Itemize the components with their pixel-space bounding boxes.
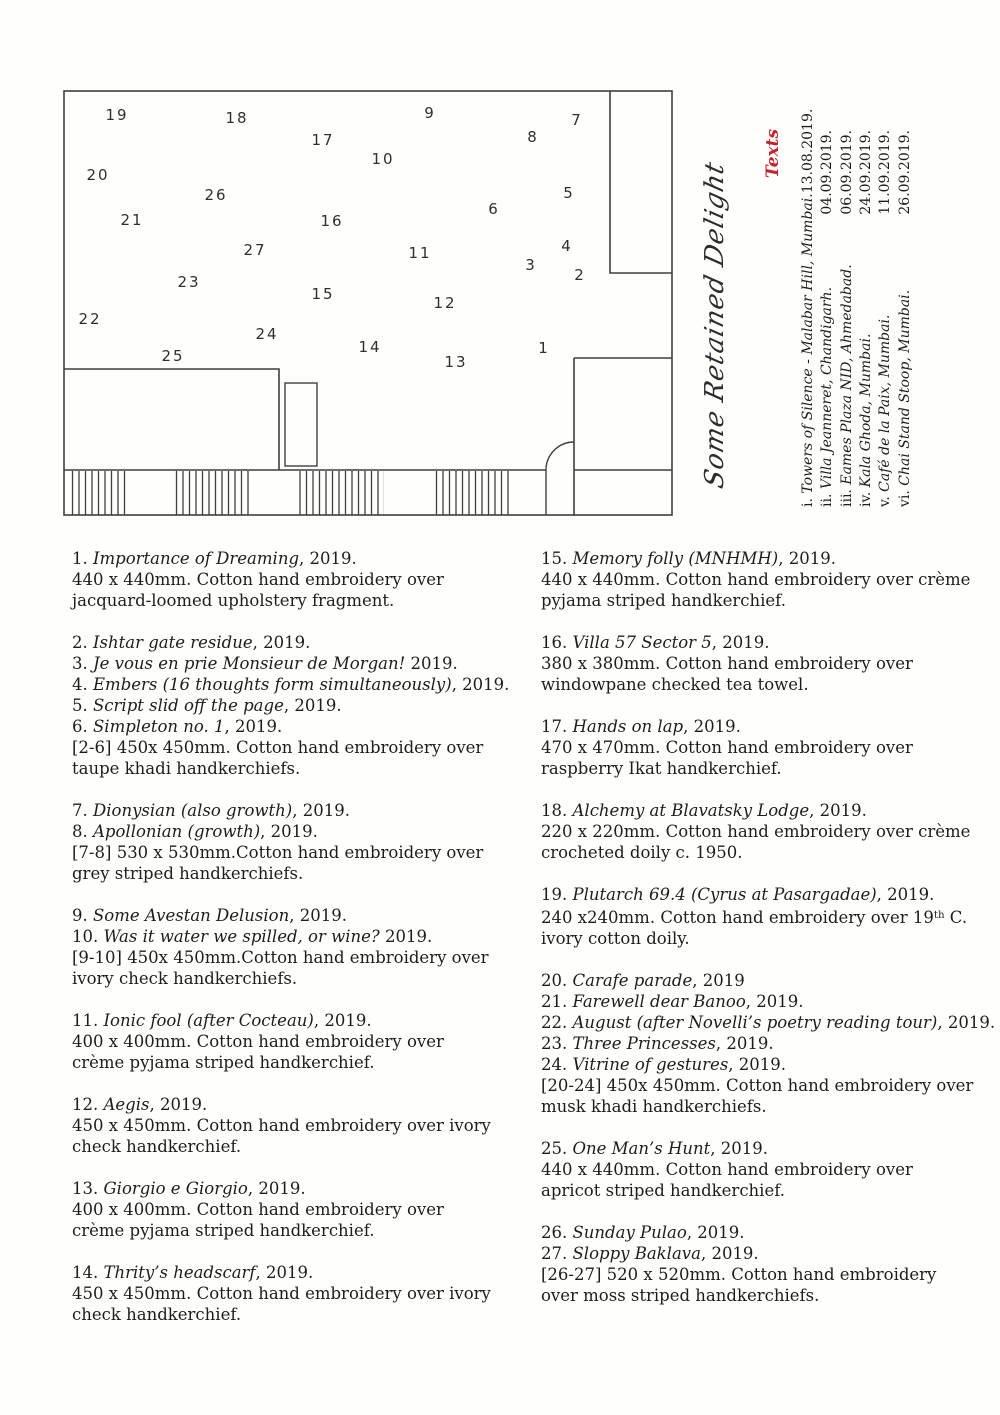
plan-marker-24: 24: [255, 325, 279, 343]
visit-place: vi. Chai Stand Stoop, Mumbai.: [896, 289, 913, 507]
plan-marker-5: 5: [563, 184, 575, 202]
catalog-line: 470 x 470mm. Cotton hand embroidery over: [541, 738, 913, 757]
catalog-line: 240 x240mm. Cotton hand embroidery over 19th C.: [541, 908, 968, 928]
catalog-entry: [541, 1138, 996, 1201]
catalog-line: ivory check handkerchiefs.: [72, 969, 298, 988]
visit-place: iii. Eames Plaza NID, Ahmedabad.: [838, 264, 855, 507]
catalog-line: 8. Apollonian (growth), 2019.: [72, 822, 318, 841]
catalog-entry: [72, 905, 532, 989]
catalog-entry: [541, 970, 996, 1117]
catalog-entry: [72, 800, 532, 884]
catalog-line: 12. Aegis, 2019.: [72, 1095, 208, 1114]
catalog-line: apricot striped handkerchief.: [541, 1181, 785, 1201]
plan-marker-16: 16: [320, 212, 344, 230]
catalog-line: 220 x 220mm. Cotton hand embroidery over crème: [541, 822, 971, 841]
plan-marker-26: 26: [204, 186, 228, 204]
catalog-line: 4. Embers (16 thoughts form simultaneously), 2019.: [72, 675, 510, 694]
catalog-line: 10. Was it water we spilled, or wine? 2019.: [72, 927, 433, 946]
catalog-column-left: [72, 548, 532, 1346]
floor-plan: [63, 90, 673, 516]
catalog-line: 450 x 450mm. Cotton hand embroidery over ivory: [72, 1116, 491, 1135]
plan-marker-9: 9: [424, 104, 436, 122]
catalog-line: 9. Some Avestan Delusion, 2019.: [72, 906, 347, 925]
catalog-line: 5. Script slid off the page, 2019.: [72, 696, 342, 715]
catalog-line: musk khadi handkerchiefs.: [541, 1097, 767, 1117]
catalog-line: 1. Importance of Dreaming, 2019.: [72, 549, 357, 568]
catalog-line: crème pyjama striped handkerchief.: [72, 1053, 375, 1072]
catalog-line: 18. Alchemy at Blavatsky Lodge, 2019.: [541, 801, 867, 820]
door-arc: [546, 442, 574, 470]
catalog-line: 6. Simpleton no. 1, 2019.: [72, 717, 283, 736]
catalog-column-right: [541, 548, 996, 1327]
catalog-entry: [72, 1010, 532, 1073]
visit-line-iv: [858, 130, 874, 507]
catalog-line: grey striped handkerchiefs.: [72, 864, 304, 883]
catalog-line: check handkerchief.: [72, 1137, 242, 1156]
catalog-line: 3. Je vous en prie Monsieur de Morgan! 2019.: [72, 654, 458, 673]
plan-marker-27: 27: [243, 241, 267, 259]
catalog-line: 11. Ionic fool (after Cocteau), 2019.: [72, 1011, 372, 1030]
catalog-line: over moss striped handkerchiefs.: [541, 1286, 820, 1306]
catalog-line: 2. Ishtar gate residue, 2019.: [72, 633, 311, 652]
catalog-line: taupe khadi handkerchiefs.: [72, 759, 301, 778]
catalog-entry: [72, 548, 532, 611]
artist-signature: Some Retained Delight: [700, 158, 730, 492]
visit-place: i. Towers of Silence - Malabar Hill, Mumbai.: [800, 193, 816, 507]
plan-marker-10: 10: [371, 150, 395, 168]
plan-markers: [78, 104, 585, 371]
visit-date: 13.08.2019.: [800, 108, 816, 194]
catalog-entry: [72, 1262, 532, 1325]
catalog-entry: [541, 548, 996, 611]
catalog-line: 24. Vitrine of gestures, 2019.: [541, 1055, 787, 1075]
catalog-line: 400 x 400mm. Cotton hand embroidery over: [72, 1032, 444, 1051]
catalog-line: 13. Giorgio e Giorgio, 2019.: [72, 1179, 306, 1198]
visit-date: 06.09.2019.: [838, 130, 855, 215]
catalog-line: 16. Villa 57 Sector 5, 2019.: [541, 633, 770, 652]
catalog-line: check handkerchief.: [72, 1305, 242, 1324]
catalog-line: 440 x 440mm. Cotton hand embroidery over: [72, 570, 444, 589]
catalog-line: 17. Hands on lap, 2019.: [541, 717, 741, 736]
plan-marker-6: 6: [488, 200, 500, 218]
visit-line-v: [877, 130, 893, 507]
catalog-entry: [541, 1222, 996, 1306]
catalog-line: 15. Memory folly (MNHMH), 2019.: [541, 549, 836, 568]
plan-marker-11: 11: [408, 244, 432, 262]
visit-place: ii. Villa Jeanneret, Chandigarh.: [819, 286, 836, 507]
plan-marker-21: 21: [120, 211, 144, 229]
catalog-line: 440 x 440mm. Cotton hand embroidery over crème: [541, 570, 971, 589]
hatch-band: [67, 471, 513, 515]
catalog-line: [26-27] 520 x 520mm. Cotton hand embroidery: [541, 1265, 937, 1285]
plan-topright-block: [610, 91, 672, 273]
plan-marker-20: 20: [86, 166, 110, 184]
plan-marker-12: 12: [433, 294, 457, 312]
catalog-line: raspberry Ikat handkerchief.: [541, 759, 782, 778]
plan-marker-7: 7: [571, 111, 583, 129]
plan-marker-19: 19: [105, 106, 129, 124]
catalog-line: crocheted doily c. 1950.: [541, 843, 743, 862]
plan-bottomleft-block: [64, 369, 279, 470]
catalog-entry: [541, 800, 996, 863]
plan-marker-1: 1: [538, 339, 550, 357]
plan-outer-wall: [64, 91, 672, 515]
catalog-line: [20-24] 450x 450mm. Cotton hand embroidery over: [541, 1076, 974, 1096]
plan-marker-25: 25: [161, 347, 185, 365]
visit-line-i: [800, 108, 816, 507]
catalog-line: 7. Dionysian (also growth), 2019.: [72, 801, 350, 820]
visit-place: iv. Kala Ghoda, Mumbai.: [857, 333, 874, 507]
plan-marker-14: 14: [358, 338, 382, 356]
catalog-line: 440 x 440mm. Cotton hand embroidery over: [541, 1160, 913, 1180]
catalog-line: 26. Sunday Pulao, 2019.: [541, 1223, 745, 1243]
catalog-line: 25. One Man’s Hunt, 2019.: [541, 1139, 768, 1159]
catalog-line: [7-8] 530 x 530mm.Cotton hand embroidery over: [72, 843, 484, 862]
plan-marker-23: 23: [177, 273, 201, 291]
visit-date: 24.09.2019.: [857, 130, 874, 215]
catalog-line: pyjama striped handkerchief.: [541, 591, 786, 610]
plan-marker-3: 3: [525, 256, 537, 274]
texts-heading: Texts: [763, 128, 783, 178]
catalog-line: 21. Farewell dear Banoo, 2019.: [541, 992, 804, 1012]
catalog-line: 400 x 400mm. Cotton hand embroidery over: [72, 1200, 444, 1219]
plan-marker-13: 13: [444, 353, 468, 371]
catalog-line: 23. Three Princesses, 2019.: [541, 1034, 774, 1054]
catalog-line: [2-6] 450x 450mm. Cotton hand embroidery over: [72, 738, 484, 757]
catalog-line: 27. Sloppy Baklava, 2019.: [541, 1244, 759, 1264]
catalog-line: 450 x 450mm. Cotton hand embroidery over ivory: [72, 1284, 491, 1303]
catalog-line: ivory cotton doily.: [541, 929, 690, 949]
visit-line-vi: [897, 130, 913, 507]
plan-marker-18: 18: [225, 109, 249, 127]
catalog-line: 380 x 380mm. Cotton hand embroidery over: [541, 654, 913, 673]
visit-line-ii: [819, 130, 835, 507]
visit-date: 04.09.2019.: [819, 130, 836, 215]
catalog-line: 20. Carafe parade, 2019: [541, 971, 745, 991]
plan-marker-4: 4: [561, 237, 573, 255]
visit-date: 11.09.2019.: [877, 130, 894, 215]
plan-marker-15: 15: [311, 285, 335, 303]
catalog-entry: [541, 632, 996, 695]
plan-bottomright-room: [574, 358, 672, 516]
catalog-line: 22. August (after Novelli’s poetry reading tour), 2019.: [541, 1013, 996, 1033]
plan-marker-8: 8: [527, 128, 539, 146]
plan-marker-2: 2: [574, 266, 586, 284]
plan-small-pedestal: [285, 383, 317, 466]
visit-date: 26.09.2019.: [896, 130, 913, 215]
plan-marker-22: 22: [78, 310, 102, 328]
visit-place: v. Café de la Paix, Mumbai.: [877, 314, 894, 507]
catalog-entry: [541, 716, 996, 779]
catalog-entry: [72, 632, 532, 779]
catalog-entry: [72, 1094, 532, 1157]
catalog-line: jacquard-loomed upholstery fragment.: [72, 591, 395, 610]
plan-marker-17: 17: [311, 131, 335, 149]
visit-line-iii: [839, 130, 855, 507]
catalog-entry: [541, 884, 996, 949]
catalog-line: windowpane checked tea towel.: [541, 675, 809, 694]
catalog-line: [9-10] 450x 450mm.Cotton hand embroidery over: [72, 948, 489, 967]
catalog-line: crème pyjama striped handkerchief.: [72, 1221, 375, 1240]
catalog-entry: [72, 1178, 532, 1241]
catalog-line: 19. Plutarch 69.4 (Cyrus at Pasargadae), 2019.: [541, 885, 935, 904]
catalog-line: 14. Thrity’s headscarf, 2019.: [72, 1263, 314, 1282]
